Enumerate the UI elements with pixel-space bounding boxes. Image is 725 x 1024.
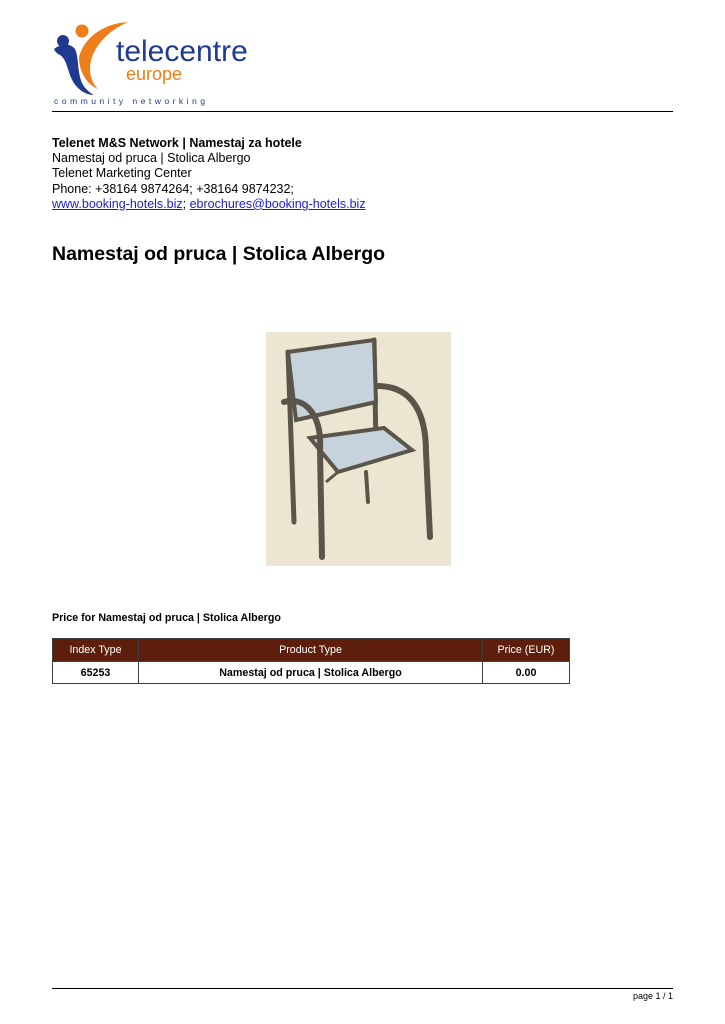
- svg-text:community networking: community networking: [54, 96, 209, 106]
- chair-image: [266, 332, 451, 566]
- cell-index: 65253: [53, 662, 139, 684]
- links-line: [52, 197, 652, 212]
- telecentre-europe-logo: [52, 17, 248, 107]
- product-line: Namestaj od pruca | Stolica Albergo: [52, 151, 251, 166]
- table-header-row: [53, 639, 570, 662]
- svg-text:europe: europe: [126, 64, 183, 84]
- price-section-heading: Price for Namestaj od pruca | Stolica Albergo: [52, 612, 281, 624]
- link-separator: ;: [182, 196, 187, 211]
- footer-divider: [52, 988, 673, 989]
- column-header-index-type: Index Type: [53, 639, 139, 662]
- svg-text:telecentre: telecentre: [116, 35, 248, 68]
- page-title: Namestaj od pruca | Stolica Albergo: [52, 243, 386, 265]
- chair-illustration: [266, 332, 451, 566]
- website-link[interactable]: www.booking-hotels.biz: [52, 196, 183, 211]
- page-number: page 1 / 1: [632, 991, 673, 1001]
- cell-product: Namestaj od pruca | Stolica Albergo: [139, 662, 483, 684]
- logo-graphic: [52, 17, 248, 107]
- organization-line: Telenet M&S Network | Namestaj za hotele: [52, 136, 302, 150]
- cell-price: 0.00: [483, 662, 570, 684]
- email-link[interactable]: ebrochures@booking-hotels.biz: [189, 196, 366, 211]
- contact-block: [52, 136, 652, 212]
- column-header-product-type: Product Type: [139, 639, 483, 662]
- phone-line: Phone: +38164 9874264; +38164 9874232;: [52, 181, 294, 196]
- table-row: [53, 662, 570, 684]
- marketing-center-line: Telenet Marketing Center: [52, 166, 192, 181]
- header-divider: [52, 111, 673, 112]
- price-table: [52, 638, 570, 684]
- column-header-price: Price (EUR): [483, 639, 570, 662]
